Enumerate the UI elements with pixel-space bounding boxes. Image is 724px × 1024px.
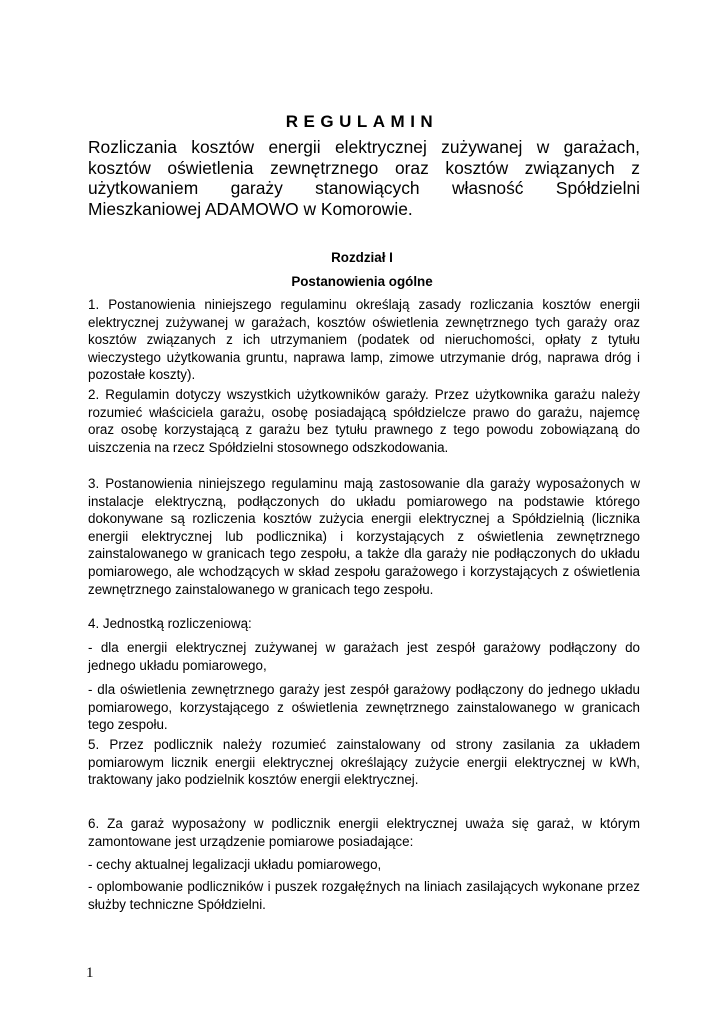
paragraph-1: 1. Postanowienia niniejszego regulaminu określają zasady rozliczania kosztów energii elektrycznej zużywanej w garażach, kosztów oświetlenia zewnętrznego tych garaży oraz kosztów związanych z ich utrzymaniem (podatek od nieruchomości, opłaty z tytułu wieczystego użytkowania gruntu, naprawa lamp, zimowe utrzymanie dróg, naprawa dróg i pozostałe koszty). [88,297,640,383]
paragraph-6-item-1: - cechy aktualnej legalizacji układu pomiarowego, [88,857,382,872]
paragraph-4-item-1: - dla energii elektrycznej zużywanej w garażach jest zespół garażowy podłączony do jednego układu pomiarowego, [88,640,640,673]
paragraph-6: 6. Za garaż wyposażony w podlicznik energii elektrycznej uważa się garaż, w którym zamontowane jest urządzenie pomiarowe posiadające: [88,816,640,849]
document-subtitle: Rozliczania kosztów energii elektrycznej zużywanej w garażach, kosztów oświetlenia zewnętrznego oraz kosztów związanych z użytkowaniem garaży stanowiących własność Spółdzielni Mieszkaniowej ADAMOWO w Komorowie. [88,137,640,219]
paragraph-3: 3. Postanowienia niniejszego regulaminu mają zastosowanie dla garaży wyposażonych w instalacje elektryczną, podłączonych do układu pomiarowego na podstawie którego dokonywane są rozliczenia kosztów zużycia energii elektrycznej a Spółdzielnią (licznika energii elektrycznej lub podlicznika) i korzystających z oświetlenia zewnętrznego zainstalowanego w granicach tego zespołu, a także dla garaży nie podłączonych do układu pomiarowego, ale wchodzących w skład zespołu garażowego i korzystających z oświetlenia zewnętrznego zainstalowanego w granicach tego zespołu. [88,476,640,597]
paragraph-2: 2. Regulamin dotyczy wszystkich użytkowników garaży. Przez użytkownika garażu należy rozumieć właściciela garażu, osobę posiadającą spółdzielcze prawo do garażu, najemcę oraz osobę korzystającą z garażu bez tytułu prawnego z tego powodu zobowiązaną do uiszczenia na rzecz Spółdzielni stosownego odszkodowania. [88,387,640,455]
chapter-number: Rozdział I [331,250,393,265]
document-title: REGULAMIN [285,112,439,131]
paragraph-5: 5. Przez podlicznik należy rozumieć zainstalowany od strony zasilania za układem pomiarowym licznik energii elektrycznej określający zużycie energii elektrycznej w kWh, traktowany jako podzielnik kosztów energii elektrycznej. [88,737,640,788]
page-number: 1 [86,965,94,981]
chapter-title: Postanowienia ogólne [291,274,433,289]
paragraph-4-item-2: - dla oświetlenia zewnętrznego garaży jest zespół garażowy podłączony do jednego układu pomiarowego, korzystającego z oświetlenia zewnętrznego zainstalowanego w granicach tego zespołu. [88,682,640,733]
paragraph-4: 4. Jednostką rozliczeniową: [88,616,252,631]
paragraph-6-item-2: - oplombowanie podliczników i puszek rozgałęźnych na liniach zasilających wykonane przez służby techniczne Spółdzielni. [88,879,640,912]
